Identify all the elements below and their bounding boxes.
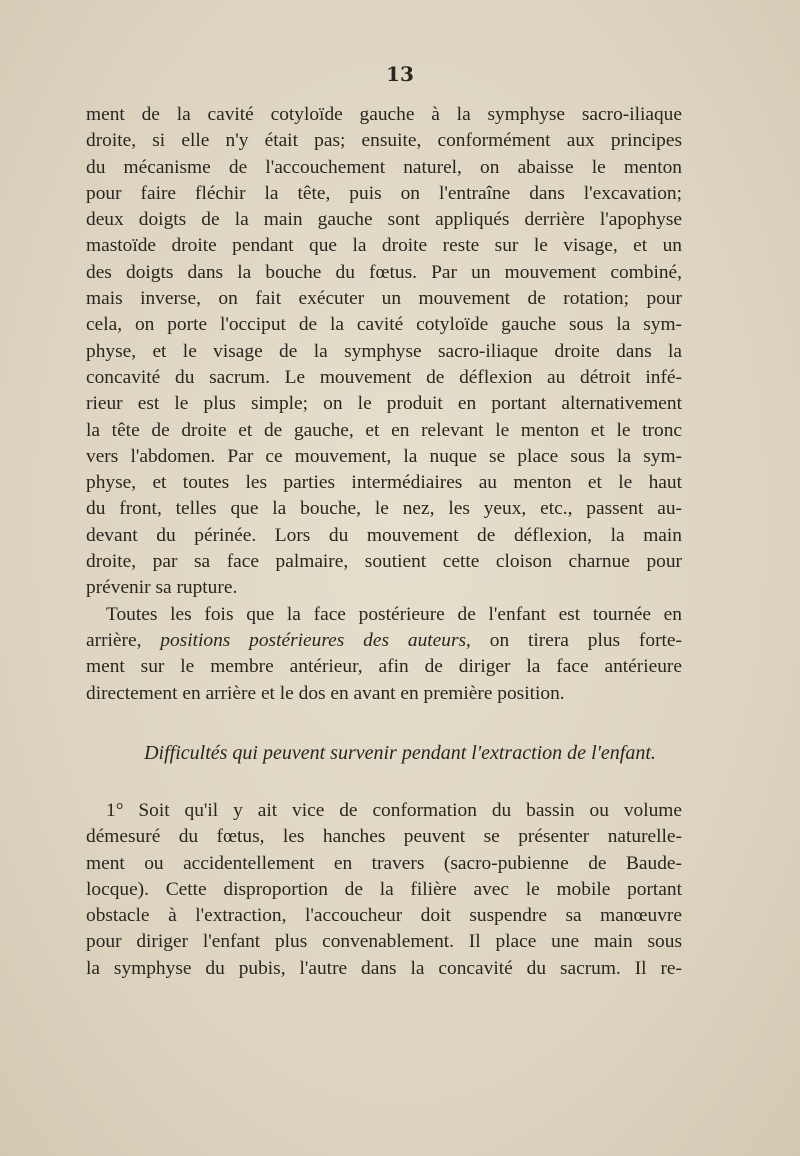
text-line: concavité du sacrum. Le mouvement de déflexion au détroit infé- [86, 366, 682, 388]
text-line: 1° Soit qu'il y ait vice de conformation du bassin ou volume [106, 800, 682, 821]
text-line: ment sur le membre antérieur, afin de diriger la face antérieure [86, 656, 682, 678]
text-run: , on tirera plus forte- [466, 629, 682, 651]
text-line: rieur est le plus simple; on le produit en portant alternativement [86, 393, 682, 415]
text-line: droite, si elle n'y était pas; ensuite, conformément aux principes [86, 130, 682, 152]
text-line: locque). Cette disproportion de la filière avec le mobile portant [86, 878, 682, 900]
text-line: la tête de droite et de gauche, et en relevant le menton et le tronc [86, 419, 682, 441]
text-line: des doigts dans la bouche du fœtus. Par un mouvement combiné, [86, 261, 682, 283]
italic-term: positions postérieures des auteurs [160, 629, 467, 651]
paragraph-2 [86, 602, 682, 707]
text-line: directement en arrière et le dos en avant en première position. [86, 682, 565, 704]
text-line: ment ou accidentellement en travers (sacro-pubienne de Baude- [86, 852, 682, 874]
text-line: physe, et le visage de la symphyse sacro-iliaque droite dans la [86, 340, 682, 362]
text-line: mais inverse, on fait exécuter un mouvement de rotation; pour [86, 288, 682, 310]
text-line: la symphyse du pubis, l'autre dans la concavité du sacrum. Il re- [86, 957, 682, 979]
text-line: ment de la cavité cotyloïde gauche à la symphyse sacro-iliaque [86, 104, 682, 125]
page-number: 13 [386, 62, 414, 86]
text-line: du mécanisme de l'accouchement naturel, on abaisse le menton [86, 156, 682, 178]
text-line: pour diriger l'enfant plus convenablement. Il place une main sous [86, 931, 682, 953]
text-line: du front, telles que la bouche, le nez, les yeux, etc., passent au- [86, 498, 682, 520]
text-line-with-italic [86, 628, 682, 654]
text-line: deux doigts de la main gauche sont appliqués derrière l'apophyse [86, 209, 682, 231]
paragraph-1 [86, 102, 682, 602]
text-line: cela, on porte l'occiput de la cavité cotyloïde gauche sous la sym- [86, 314, 682, 336]
text-line: démesuré du fœtus, les hanches peuvent se présenter naturelle- [86, 826, 682, 848]
section-heading: Difficultés qui peuvent survenir pendant l'extraction de l'enfant. [144, 742, 656, 764]
text-line: droite, par sa face palmaire, soutient cette cloison charnue pour [86, 551, 682, 573]
text-line: devant du périnée. Lors du mouvement de déflexion, la main [86, 524, 682, 546]
text-line: vers l'abdomen. Par ce mouvement, la nuque se place sous la sym- [86, 445, 682, 467]
text-line: physe, et toutes les parties intermédiaires au menton et le haut [86, 472, 682, 494]
text-line: Toutes les fois que la face postérieure de l'enfant est tournée en [106, 603, 682, 625]
text-line: prévenir sa rupture. [86, 577, 238, 599]
text-line: mastoïde droite pendant que la droite reste sur le visage, et un [86, 235, 682, 257]
main-text-block [86, 102, 682, 707]
text-line: obstacle à l'extraction, l'accoucheur doit suspendre sa manœuvre [86, 905, 682, 927]
section-2-text [86, 798, 682, 982]
text-line: pour faire fléchir la tête, puis on l'entraîne dans l'excavation; [86, 182, 682, 204]
text-run: arrière, [86, 629, 161, 651]
